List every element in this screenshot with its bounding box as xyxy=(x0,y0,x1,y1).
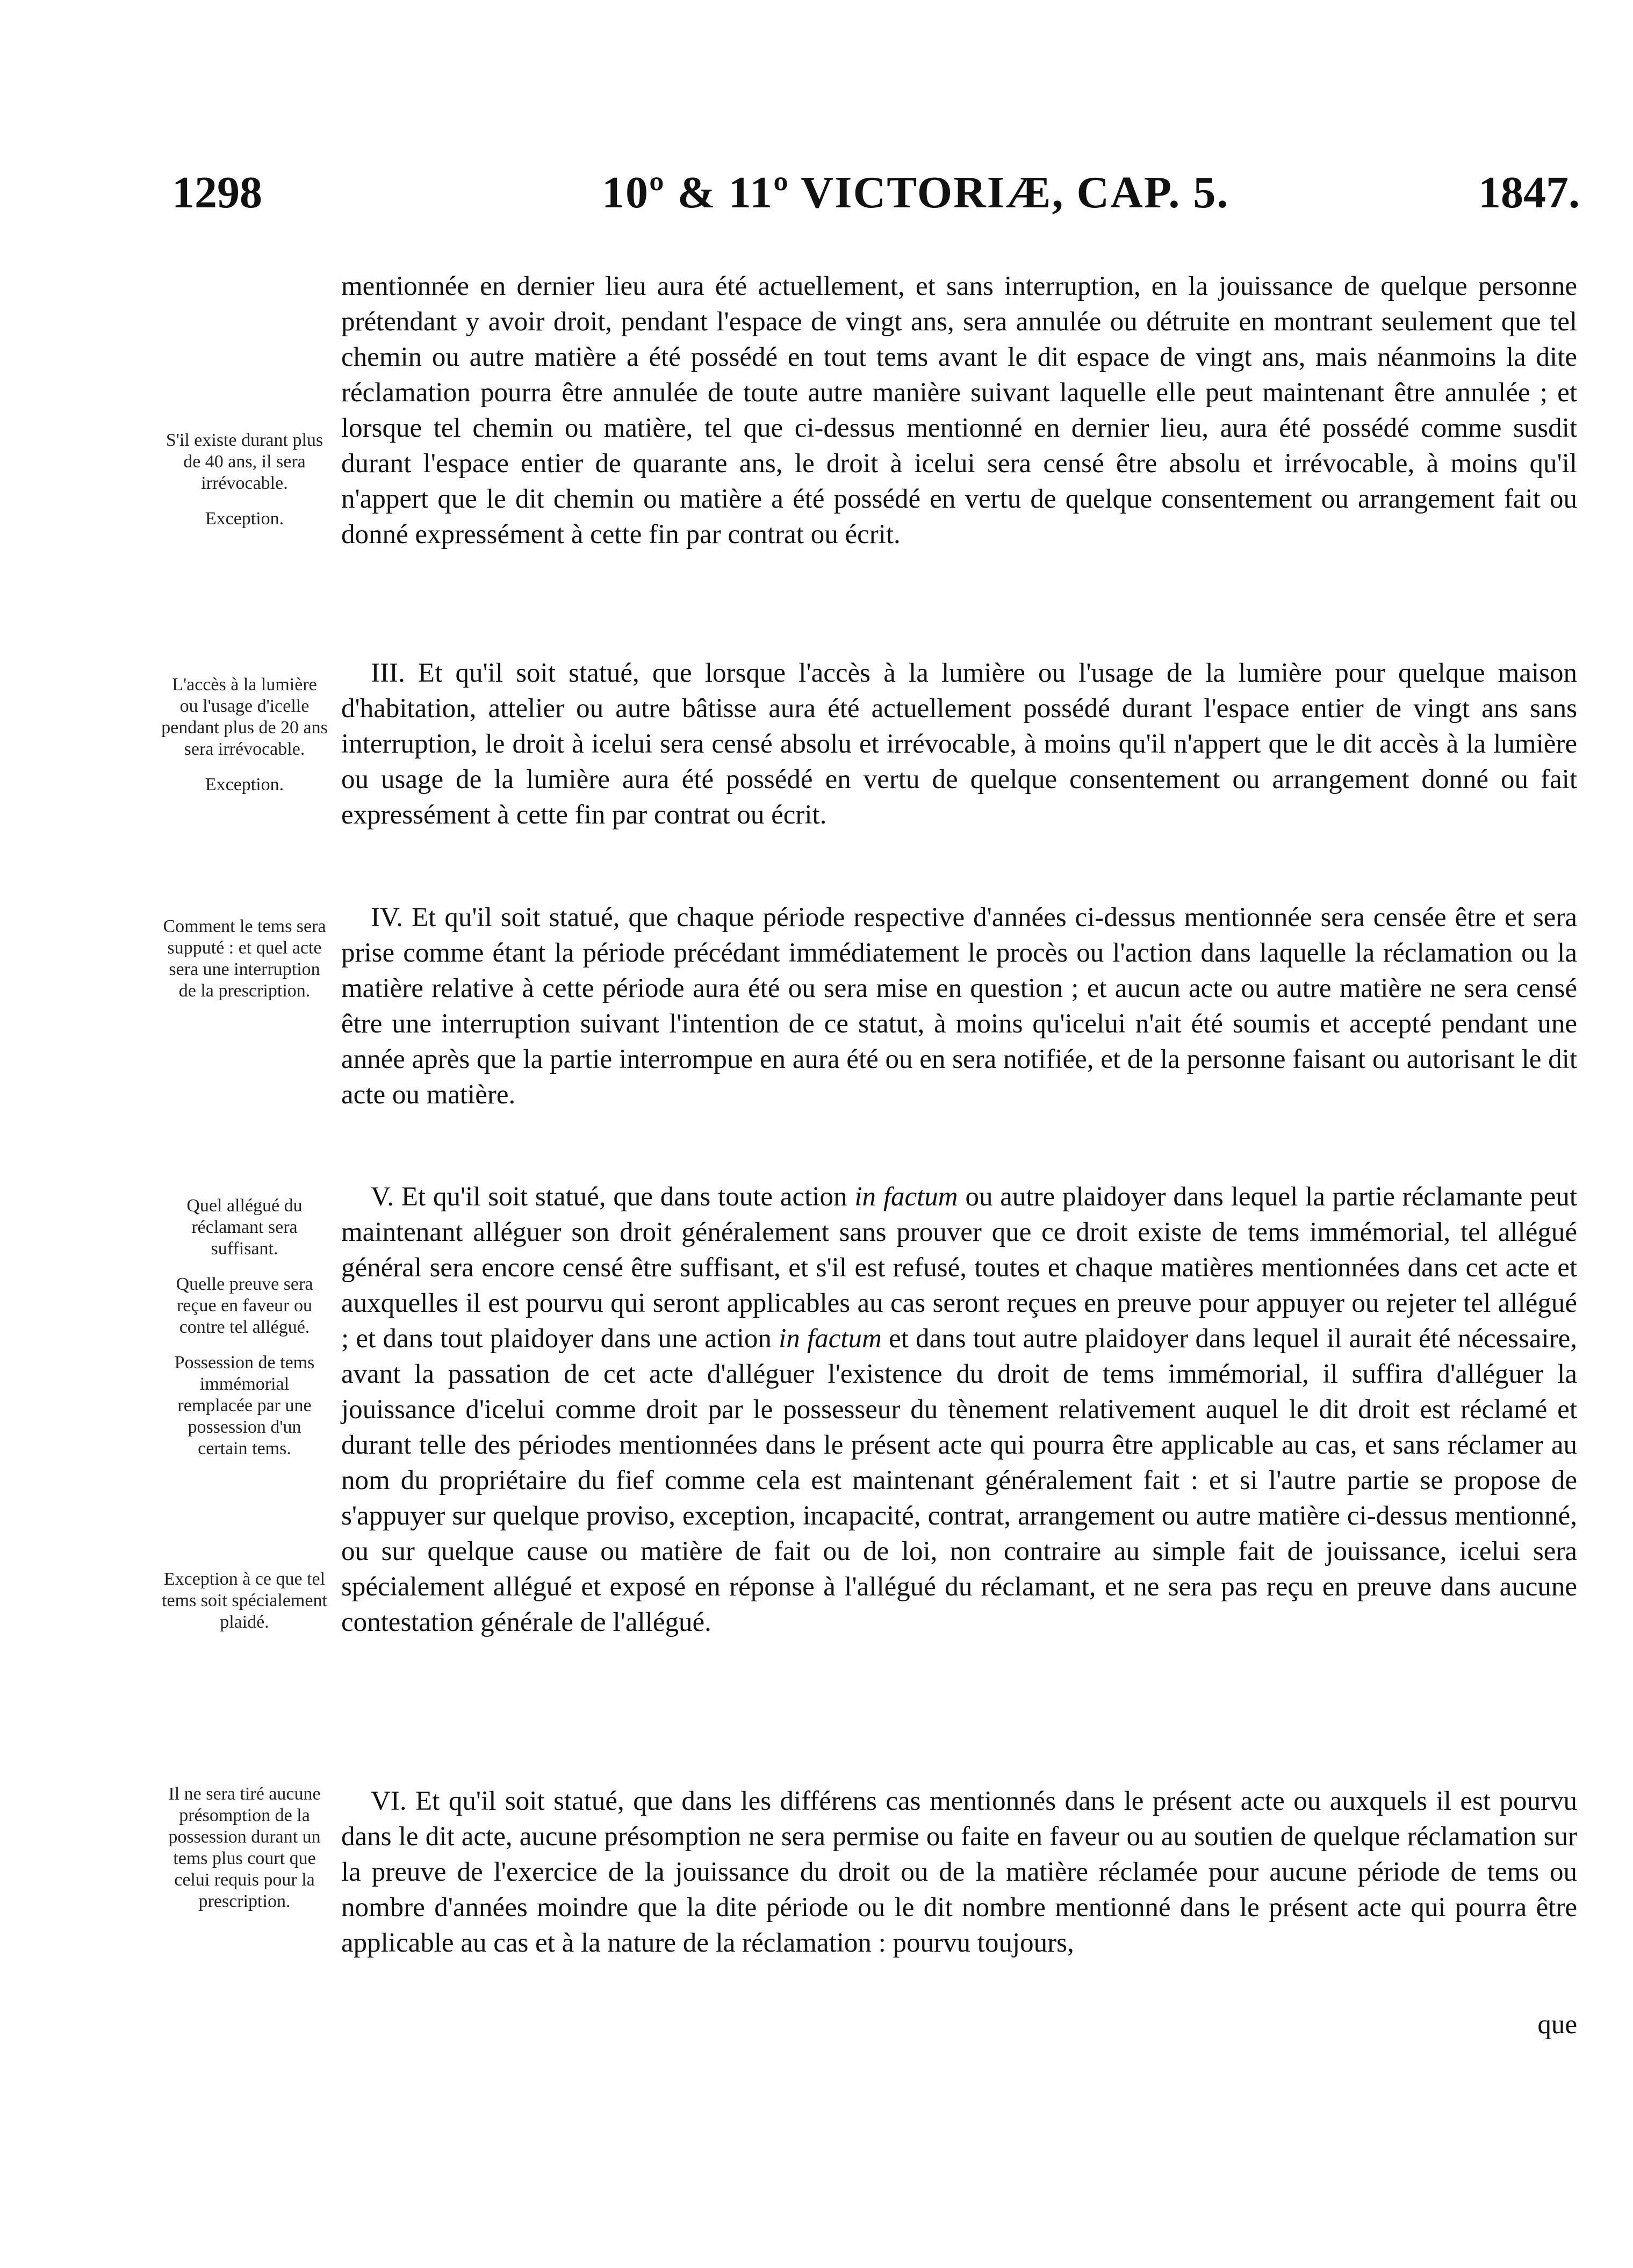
italic-term: in factum xyxy=(779,1324,882,1354)
body-paragraph-continuation xyxy=(341,269,1577,552)
margin-note-5 xyxy=(161,1569,328,1647)
section-III xyxy=(341,655,1577,833)
margin-note-1 xyxy=(161,430,328,544)
margin-note-text: Exception à ce que tel tems soit spécialement plaidé. xyxy=(162,1569,327,1632)
margin-note-text: Exception. xyxy=(205,509,284,529)
margin-note-text: L'accès à la lumière ou l'usage d'icelle pendant plus de 20 ans sera irrévocable. xyxy=(161,675,328,759)
italic-term: in factum xyxy=(854,1182,958,1212)
section-VI xyxy=(341,1783,1577,1961)
paragraph-text: mentionnée en dernier lieu aura été actuellement, et sans interruption, en la jouissance de quelque personne prétendant y avoir droit, pendant l'espace de vingt ans, sera annulée ou détruite en montrant seulement que tel chemin ou autre matière a été possédé en tout tems avant le dit espace de vingt ans, mais néanmoins la dite réclamation pourra être annulée de toute autre manière suivant laquelle elle peut maintenant être annulée ; et lorsque tel chemin ou matière, tel que ci-dessus mentionné en dernier lieu, aura été possédé comme susdit durant l'espace entier de quarante ans, le droit à icelui sera censé être absolu et irrévocable, à moins qu'il n'appert que le dit chemin ou matière a été possédé en vertu de quelque consentement ou arrangement fait ou donné expressément à cette fin par contrat ou écrit. xyxy=(341,271,1577,550)
text-run: ou autre plaidoyer dans lequel la partie réclamante peut maintenant alléguer son droit généralement sans prouver que ce droit existe de tems immémorial, tel allégué général sera encore censé être suffisant, et s'il est refusé, toutes et chaque matières mentionnées dans cet acte et auxquelles il est pourvu qui seront applicables au cas seront reçues en preuve pour appuyer ou rejeter tel allégué ; et dans tout plaidoyer dans une action xyxy=(341,1182,1577,1354)
margin-note-3 xyxy=(161,916,328,1016)
running-title: 10º & 11º VICTORIÆ, CAP. 5. xyxy=(602,168,1229,218)
paragraph-text: IV. Et qu'il soit statué, que chaque période respective d'années ci-dessus mentionnée sera censée être et sera prise comme étant la période précédant immédiatement le procès ou l'action dans laquelle la réclamation ou la matière relative à cette période aura été ou sera mise en question ; et aucun acte ou autre matière ne sera censé être une interruption suivant l'intention de ce statut, à moins qu'icelui n'ait été soumis et accepté pendant une année après que la partie interrompue en aura été ou en sera notifiée, et de la personne faisant ou autorisant le dit acte ou matière. xyxy=(341,902,1577,1110)
margin-note-6 xyxy=(161,1783,328,1926)
paragraph-text: III. Et qu'il soit statué, que lorsque l'accès à la lumière ou l'usage de la lumière pour quelque maison d'habitation, attelier ou autre bâtisse aura été actuellement possédé durant l'espace entier de vingt ans sans interruption, le droit à icelui sera censé absolu et irrévocable, à moins qu'il n'appert que le dit accès à la lumière ou usage de la lumière aura été possédé en vertu de quelque consentement ou arrangement donné ou fait expressément à cette fin par contrat ou écrit. xyxy=(341,658,1577,830)
margin-note-text: Quelle preuve sera reçue en faveur ou contre tel allégué. xyxy=(176,1274,313,1337)
paragraph-text xyxy=(341,1179,1577,1640)
margin-note-text: Possession de tems immémorial remplacée par une possession d'un certain tems. xyxy=(174,1353,315,1458)
margin-note-2 xyxy=(161,674,328,810)
margin-note-text: Quel allégué du réclamant sera suffisant. xyxy=(186,1196,303,1259)
margin-note-text: Comment le tems sera supputé : et quel acte sera une interruption de la prescription. xyxy=(163,916,326,1001)
margin-note-text: S'il existe durant plus de 40 ans, il sera irrévocable. xyxy=(166,430,323,493)
margin-note-text: Exception. xyxy=(205,775,284,794)
margin-note-4 xyxy=(161,1195,328,1474)
header-year: 1847. xyxy=(1478,168,1580,218)
running-header xyxy=(172,167,1580,226)
text-run: et dans tout autre plaidoyer dans lequel il aurait été nécessaire, avant la passation de cet acte d'alléguer l'existence du droit de tems immémorial, il suffira d'alléguer la jouissance d'icelui comme droit par le possesseur du tènement relativement auquel le dit droit est réclamé et durant telle des périodes mentionnées dans le présent acte qui pourra être applicable au cas, et sans réclamer au nom du propriétaire du fief comme cela est maintenant généralement fait : et si l'autre partie se propose de s'appuyer sur quelque proviso, exception, incapacité, contrat, arrangement ou autre matière ci-dessus mentionné, ou sur quelque cause ou matière de fait ou de loi, non contraire au simple fait de jouissance, icelui sera spécialement allégué et exposé en réponse à l'allégué du réclamant, et ne sera pas reçu en preuve dans aucune contestation générale de l'allégué. xyxy=(341,1324,1577,1637)
paragraph-text: VI. Et qu'il soit statué, que dans les différens cas mentionnés dans le présent acte ou auxquels il est pourvu dans le dit acte, aucune présomption ne sera permise ou faite en faveur ou au soutien de quelque réclamation sur la preuve de l'exercice de la jouissance du droit ou de la matière réclamée pour aucune période de tems ou nombre d'années moindre que la dite période ou le dit nombre mentionné dans le présent acte qui pourra être applicable au cas et à la nature de la réclamation : pourvu toujours, xyxy=(341,1786,1577,1958)
catchword: que xyxy=(1537,2010,1577,2040)
page-number: 1298 xyxy=(172,168,262,218)
margin-note-text: Il ne sera tiré aucune présomption de la possession durant un tems plus court que celui requis pour la prescription. xyxy=(168,1784,321,1911)
section-V xyxy=(341,1179,1577,1640)
section-IV xyxy=(341,900,1577,1113)
text-run: V. Et qu'il soit statué, que dans toute action xyxy=(371,1182,855,1212)
